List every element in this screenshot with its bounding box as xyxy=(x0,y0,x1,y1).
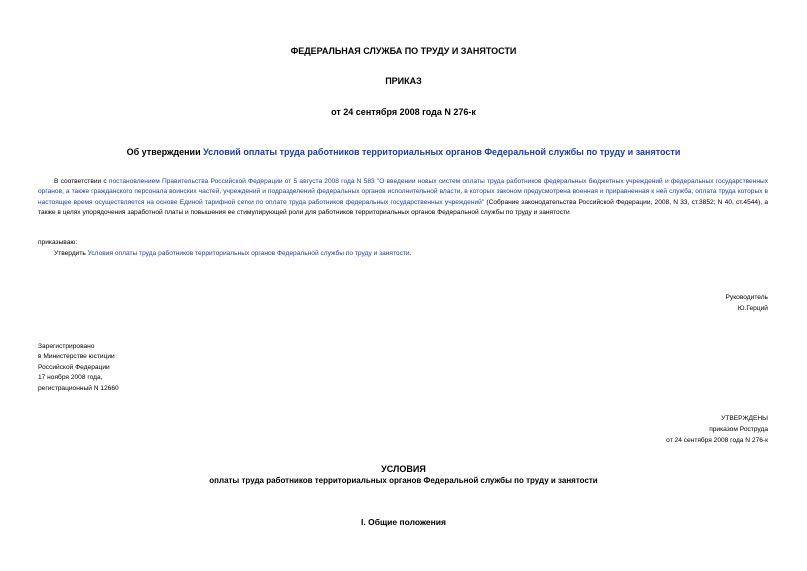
signature-position: Руководитель xyxy=(725,294,768,301)
approved-line-1: УТВЕРЖДЕНЫ xyxy=(721,415,768,422)
approve-end: . xyxy=(409,250,412,257)
government-decree-link[interactable]: постановлением Правительства Российской Федерации от 5 августа 2008 года N 583 "О введении новых систем оплаты труда работников федеральных бюджетных учреждений и федеральных государственных органов, а также гражданского персонала воинских частей, учреждений и подразделений федеральных органов исполнительной власти, в которых законом предусмотрена военная и приравненная к ней служба, оплата труда которых в настоящее время осуществляется на основе Единой тарифной сетки по оплате труда работников федеральных государственных учреждений" xyxy=(38,178,769,206)
section-heading: I. Общие положения xyxy=(361,517,446,527)
registration-line-2: в Министерстве юстиции xyxy=(38,353,115,361)
approved-line-2: приказом Роструда xyxy=(709,426,768,433)
approved-block xyxy=(666,413,768,446)
conditions-title: УСЛОВИЯ xyxy=(381,464,426,474)
registration-block xyxy=(38,342,119,394)
preamble-text-end: (Собрание законодательства Российской Федерации, 2008, N 33, ст.3852; N 40, ст.4544), а также в целях упорядочения заработной платы и повышения ее стимулирующей роли для работников территориальных органов Федеральной службы по труду и занятости xyxy=(38,198,768,217)
registration-line-1: Зарегистрировано xyxy=(38,343,95,350)
approve-line xyxy=(54,249,411,259)
order-word: приказываю: xyxy=(38,239,78,246)
conditions-subtitle: оплаты труда работников территориальных органов Федеральной службы по труду и занятости xyxy=(209,476,598,485)
preamble-paragraph xyxy=(38,177,768,219)
agency-heading: ФЕДЕРАЛЬНАЯ СЛУЖБА ПО ТРУДУ И ЗАНЯТОСТИ xyxy=(290,46,517,56)
doc-title xyxy=(0,147,807,157)
approve-conditions-link[interactable]: Условия оплаты труда работников территориальных органов Федеральной службы по труду и занятости xyxy=(87,250,410,257)
registration-line-3: Российской Федерации xyxy=(38,363,110,371)
approved-line-3: от 24 сентября 2008 года N 276-к xyxy=(666,437,768,444)
signature-name: Ю.Герций xyxy=(737,305,768,312)
doc-type-heading: ПРИКАЗ xyxy=(385,76,422,86)
doc-title-prefix: Об утверждении xyxy=(126,147,204,157)
doc-date-number: от 24 сентября 2008 года N 276-к xyxy=(331,107,476,117)
preamble-text-start: В соответствии с xyxy=(54,178,109,185)
doc-title-link[interactable]: Условий оплаты труда работников территориальных органов Федеральной службы по труду и занятости xyxy=(203,147,681,157)
signature-block xyxy=(726,292,768,314)
registration-line-5: регистрационный N 12660 xyxy=(38,384,119,392)
approve-text: Утвердить xyxy=(54,250,88,257)
registration-line-4: 17 ноября 2008 года, xyxy=(38,374,103,382)
